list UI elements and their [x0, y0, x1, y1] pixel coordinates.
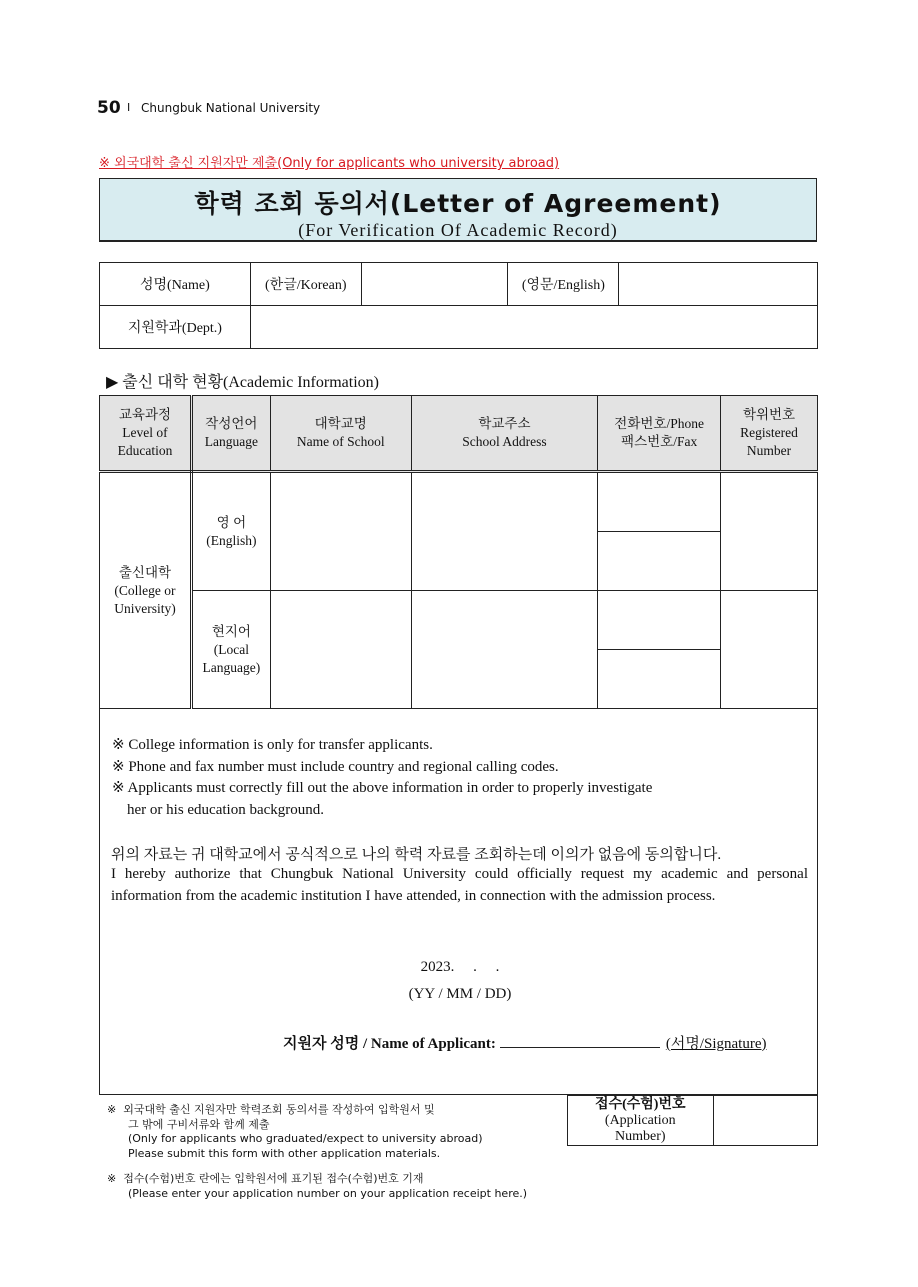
title-box [99, 178, 817, 242]
footnote-application-number: ※ 접수(수험)번호 란에는 입학원서에 표기된 접수(수험)번호 기재 (Please enter your application number on your application receipt here.) [107, 1172, 528, 1200]
date-format: (YY / MM / DD) [408, 986, 512, 1002]
english-phone-field[interactable] [598, 472, 721, 532]
section-title: ▶ 출신 대학 현황(Academic Information) [106, 374, 379, 391]
applicant-table [99, 262, 818, 349]
notes-list [112, 735, 652, 821]
note-item: her or his education background. [112, 801, 325, 818]
agreement-english: I hereby authorize that Chungbuk National University could officially request my academic and personal information from the academic institution I have attended, in connection with the admission process. [111, 866, 808, 904]
application-number-label: 접수(수험)번호 (Application Number) [568, 1096, 714, 1146]
name-label: 성명(Name) [100, 263, 251, 306]
form-title: 학력 조회 동의서(Letter of Agreement) [194, 189, 722, 218]
footnote-submission: ※ 외국대학 출신 지원자만 학력조회 동의서를 작성하여 입학원서 및 그 밖에 구비서류와 함께 제출 (Only for applicants who graduated/expect to university abroad) Please submit this form with other application materials. [107, 1103, 483, 1160]
header-phone-fax: 전화번호/Phone 팩스번호/Fax [598, 396, 721, 472]
dept-label: 지원학과(Dept.) [100, 306, 251, 349]
note-item: ※ Phone and fax number must include country and regional calling codes. [112, 758, 559, 775]
level-college: 출신대학 (College or University) [100, 472, 192, 709]
note-item: ※ Applicants must correctly fill out the above information in order to properly investigate [112, 780, 653, 796]
applicant-name-field[interactable] [500, 1034, 660, 1048]
korean-name-label: (한글/Korean) [250, 263, 361, 306]
page-number: 50 [97, 98, 121, 118]
application-number-table [567, 1095, 818, 1146]
date-field[interactable]: 2023. . . [420, 959, 500, 975]
signature-label: (서명/Signature) [665, 1036, 767, 1052]
english-school-address-field[interactable] [411, 472, 598, 591]
local-school-address-field[interactable] [411, 591, 598, 709]
english-name-field[interactable] [619, 263, 818, 306]
english-fax-field[interactable] [598, 532, 721, 591]
form-subtitle: (For Verification Of Academic Record) [298, 220, 618, 240]
university-name: Chungbuk National University [141, 101, 321, 115]
language-english: 영 어 (English) [191, 472, 270, 591]
local-fax-field[interactable] [598, 650, 721, 709]
header-level: 교육과정 Level of Education [100, 396, 192, 472]
local-registered-number-field[interactable] [721, 591, 818, 709]
note-item: ※ College information is only for transfer applicants. [112, 737, 433, 753]
agreement-korean: 위의 자료는 귀 대학교에서 공식적으로 나의 학력 자료를 조회하는데 이의가 없음에 동의합니다. [111, 847, 722, 863]
english-registered-number-field[interactable] [721, 472, 818, 591]
signature-line [283, 1032, 767, 1053]
korean-name-field[interactable] [361, 263, 508, 306]
language-local: 현지어 (Local Language) [191, 591, 270, 709]
abroad-notice: ※ 외국대학 출신 지원자만 제출(Only for applicants who university abroad) [99, 156, 560, 171]
dept-field[interactable] [250, 306, 817, 349]
english-name-label: (영문/English) [508, 263, 619, 306]
header-language: 작성언어 Language [191, 396, 270, 472]
application-number-field[interactable] [713, 1096, 817, 1146]
local-school-name-field[interactable] [270, 591, 411, 709]
date-block [380, 954, 540, 1008]
local-phone-field[interactable] [598, 591, 721, 650]
header-separator: I [127, 101, 131, 114]
header-registered-number: 학위번호 Registered Number [721, 396, 818, 472]
academic-table [99, 395, 818, 709]
english-school-name-field[interactable] [270, 472, 411, 591]
header-school-name: 대학교명 Name of School [270, 396, 411, 472]
applicant-name-label: 지원자 성명 / Name of Applicant: [283, 1036, 496, 1052]
header-school-address: 학교주소 School Address [411, 396, 598, 472]
